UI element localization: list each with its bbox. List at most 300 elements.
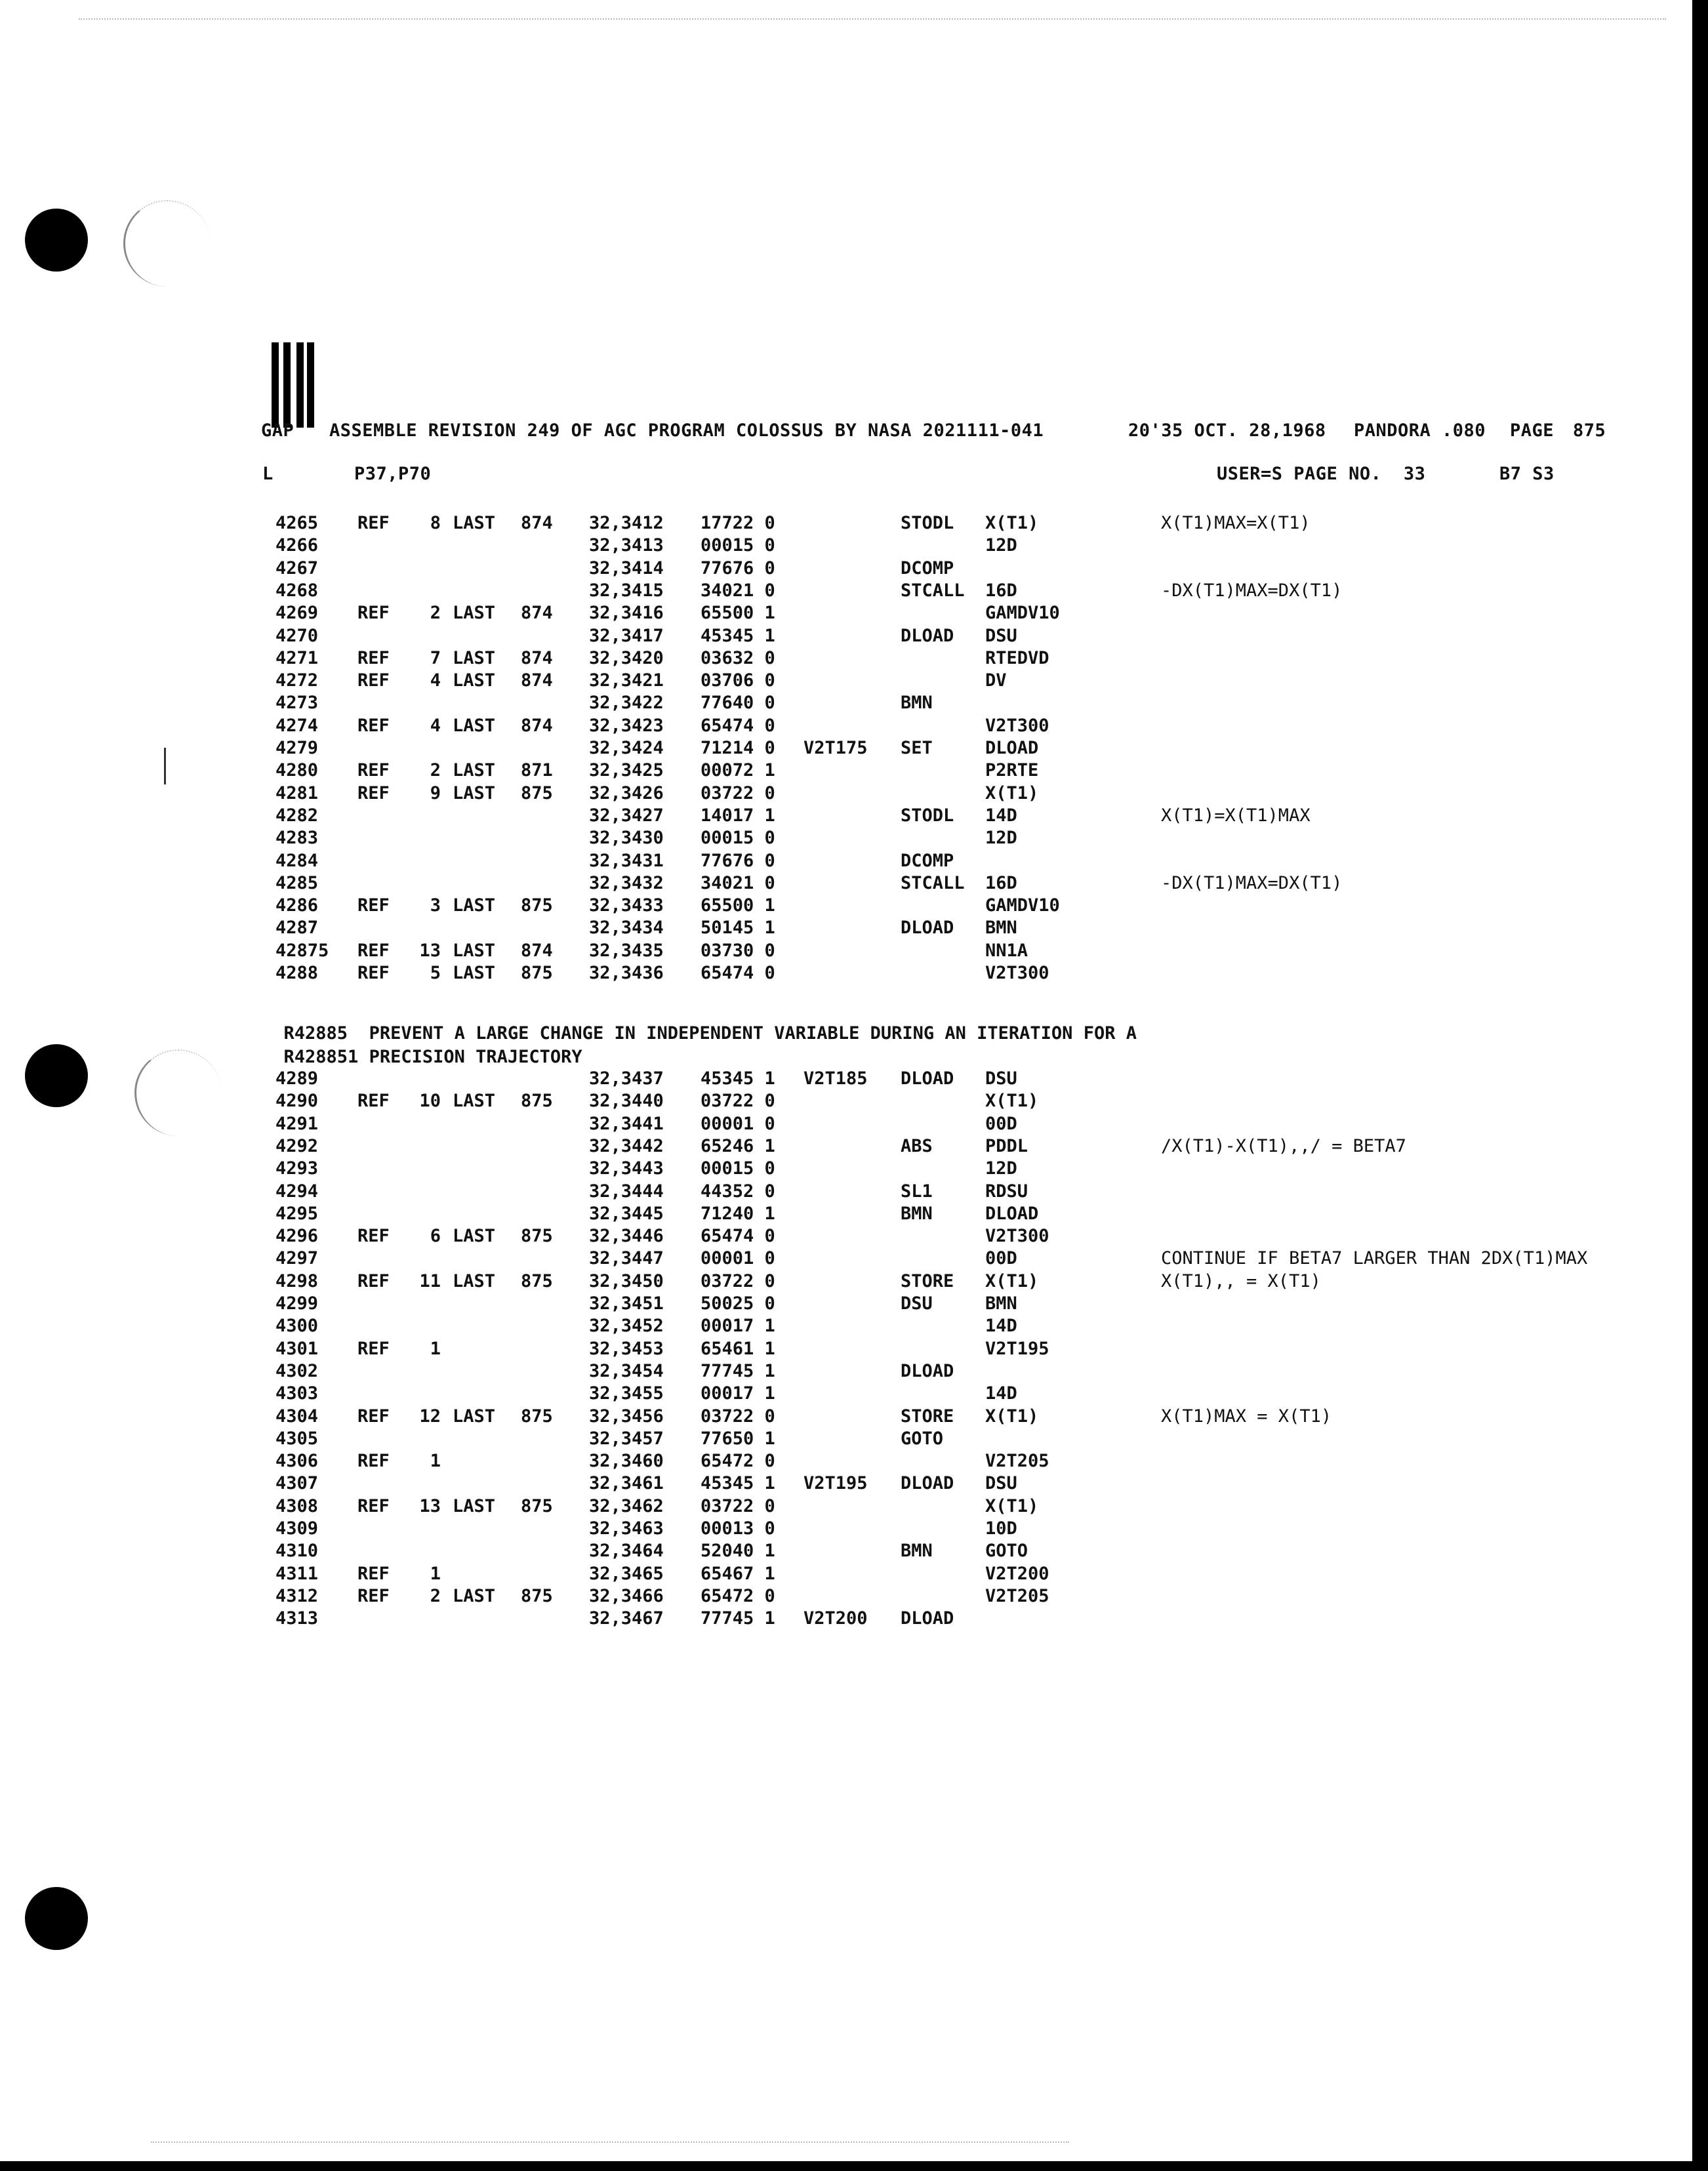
ref-flag: REF [357, 940, 390, 961]
remark: -DX(T1)MAX=DX(T1) [1161, 872, 1343, 893]
address: 32,3457 [589, 1428, 664, 1449]
octal-word: 03722 0 [701, 1406, 775, 1427]
operand: X(T1) [985, 1270, 1039, 1291]
line-number: 4311 [275, 1563, 319, 1584]
scan-speckle-bottom [151, 2141, 1069, 2143]
ref-count: 8 [430, 513, 441, 533]
address: 32,3423 [589, 715, 664, 736]
listing-row [0, 1540, 1692, 1562]
octal-word: 03632 0 [701, 647, 775, 668]
line-number: 4299 [275, 1293, 319, 1314]
listing-row [0, 1248, 1692, 1270]
last-flag: LAST [453, 603, 496, 624]
subheader-code: B7 S3 [1499, 464, 1555, 484]
line-number: 4274 [275, 715, 319, 736]
scan-edge-right [1692, 0, 1708, 2171]
opcode: DLOAD [901, 1068, 954, 1089]
listing-row [0, 782, 1692, 805]
octal-word: 00013 0 [701, 1518, 775, 1539]
octal-word: 03730 0 [701, 940, 775, 961]
octal-word: 45345 1 [701, 1068, 775, 1089]
listing-row [0, 1270, 1692, 1293]
line-number: 4305 [275, 1428, 319, 1449]
address: 32,3425 [589, 760, 664, 781]
octal-word: 03722 0 [701, 1091, 775, 1112]
remark: X(T1),, = X(T1) [1161, 1270, 1321, 1291]
line-number: 4281 [275, 782, 319, 803]
address: 32,3421 [589, 670, 664, 691]
header-page-label: PAGE [1510, 420, 1555, 441]
last-page: 875 [521, 963, 553, 983]
last-flag: LAST [453, 1406, 496, 1427]
ref-count: 10 [419, 1091, 441, 1112]
listing-row [0, 1428, 1692, 1450]
octal-word: 65467 1 [701, 1563, 775, 1584]
octal-word: 03722 0 [701, 1495, 775, 1516]
subheader-section: P37,P70 [354, 464, 432, 484]
symbol-label: V2T175 [803, 738, 868, 758]
address: 32,3465 [589, 1563, 664, 1584]
operand: 00D [985, 1113, 1017, 1134]
octal-word: 77640 0 [701, 693, 775, 714]
address: 32,3456 [589, 1406, 664, 1427]
address: 32,3460 [589, 1451, 664, 1472]
line-number: 4269 [275, 603, 319, 624]
opcode: SL1 [901, 1181, 933, 1202]
address: 32,3434 [589, 918, 664, 939]
subheader-left: L [262, 464, 274, 484]
operand: P2RTE [985, 760, 1039, 781]
listing-row [0, 940, 1692, 962]
ref-flag: REF [357, 782, 390, 803]
listing-row [0, 670, 1692, 692]
line-number: 4279 [275, 738, 319, 758]
listing-row [0, 1518, 1692, 1540]
line-number: 4293 [275, 1158, 319, 1179]
line-number: 4307 [275, 1473, 319, 1494]
opcode: DLOAD [901, 1473, 954, 1494]
opcode: ABS [901, 1135, 933, 1156]
last-flag: LAST [453, 1226, 496, 1247]
octal-word: 00015 0 [701, 535, 775, 556]
ref-flag: REF [357, 963, 390, 983]
address: 32,3431 [589, 850, 664, 871]
last-page: 874 [521, 670, 553, 691]
registration-bar [296, 342, 304, 428]
address: 32,3436 [589, 963, 664, 983]
operand: GOTO [985, 1541, 1028, 1562]
operand: V2T300 [985, 1226, 1049, 1247]
listing-row [0, 1181, 1692, 1203]
octal-word: 77676 0 [701, 558, 775, 578]
operand: 14D [985, 1316, 1017, 1337]
octal-word: 77745 1 [701, 1608, 775, 1629]
listing-row [0, 1450, 1692, 1472]
opcode: SET [901, 738, 933, 758]
last-flag: LAST [453, 715, 496, 736]
ref-flag: REF [357, 1585, 390, 1606]
registration-bar [283, 342, 291, 428]
last-flag: LAST [453, 782, 496, 803]
line-number: 4303 [275, 1383, 319, 1404]
ref-flag: REF [357, 895, 390, 916]
opcode: DLOAD [901, 625, 954, 646]
ref-flag: REF [357, 1270, 390, 1291]
last-page: 875 [521, 1270, 553, 1291]
address: 32,3432 [589, 872, 664, 893]
ref-flag: REF [357, 1495, 390, 1516]
ref-flag: REF [357, 1563, 390, 1584]
ref-count: 5 [430, 963, 441, 983]
operand: DLOAD [985, 738, 1039, 758]
operand: 14D [985, 805, 1017, 826]
address: 32,3426 [589, 782, 664, 803]
line-number: 4270 [275, 625, 319, 646]
address: 32,3422 [589, 693, 664, 714]
last-page: 874 [521, 715, 553, 736]
last-page: 875 [521, 1091, 553, 1112]
octal-word: 65461 1 [701, 1338, 775, 1359]
listing-row [0, 1113, 1692, 1135]
octal-word: 00015 0 [701, 828, 775, 849]
opcode: BMN [901, 693, 933, 714]
header-timestamp: 20'35 OCT. 28,1968 [1128, 420, 1326, 441]
operand: RTEDVD [985, 647, 1049, 668]
ref-count: 2 [430, 1585, 441, 1606]
listing-row [0, 805, 1692, 827]
ref-count: 13 [419, 1495, 441, 1516]
address: 32,3441 [589, 1113, 664, 1134]
operand: 12D [985, 1158, 1017, 1179]
line-number: 4313 [275, 1608, 319, 1629]
listing-row [0, 647, 1692, 670]
ref-count: 3 [430, 895, 441, 916]
opcode: BMN [901, 1203, 933, 1224]
listing-row [0, 1585, 1692, 1608]
last-page: 875 [521, 1495, 553, 1516]
octal-word: 34021 0 [701, 580, 775, 601]
opcode: DCOMP [901, 558, 954, 578]
address: 32,3417 [589, 625, 664, 646]
symbol-label: V2T200 [803, 1608, 868, 1629]
address: 32,3453 [589, 1338, 664, 1359]
address: 32,3420 [589, 647, 664, 668]
listing-row [0, 962, 1692, 984]
line-number: 42875 [275, 940, 329, 961]
operand: DLOAD [985, 1203, 1039, 1224]
address: 32,3440 [589, 1091, 664, 1112]
opcode: STODL [901, 805, 954, 826]
remark: X(T1)=X(T1)MAX [1161, 805, 1311, 826]
line-number: 4304 [275, 1406, 319, 1427]
address: 32,3467 [589, 1608, 664, 1629]
header-title: ASSEMBLE REVISION 249 OF AGC PROGRAM COLOSSUS BY NASA 2021111-041 [329, 420, 1044, 441]
ref-count: 7 [430, 647, 441, 668]
opcode: STORE [901, 1270, 954, 1291]
address: 32,3454 [589, 1360, 664, 1381]
comment-line [262, 1024, 582, 1068]
line-number: 4306 [275, 1451, 319, 1472]
listing-row [0, 715, 1692, 737]
listing-row [0, 895, 1692, 917]
opcode: GOTO [901, 1428, 944, 1449]
listing-row [0, 1090, 1692, 1112]
line-number: 4312 [275, 1585, 319, 1606]
listing-row [0, 1563, 1692, 1585]
operand: 12D [985, 828, 1017, 849]
address: 32,3416 [589, 603, 664, 624]
octal-word: 65472 0 [701, 1585, 775, 1606]
address: 32,3430 [589, 828, 664, 849]
line-number: 4309 [275, 1518, 319, 1539]
last-page: 875 [521, 1585, 553, 1606]
operand: 12D [985, 535, 1017, 556]
operand: BMN [985, 1293, 1017, 1314]
ref-flag: REF [357, 1406, 390, 1427]
address: 32,3446 [589, 1226, 664, 1247]
ref-count: 1 [430, 1451, 441, 1472]
line-number: 4283 [275, 828, 319, 849]
octal-word: 77650 1 [701, 1428, 775, 1449]
operand: GAMDV10 [985, 895, 1060, 916]
octal-word: 45345 1 [701, 1473, 775, 1494]
address: 32,3427 [589, 805, 664, 826]
remark: CONTINUE IF BETA7 LARGER THAN 2DX(T1)MAX [1161, 1248, 1588, 1269]
ref-count: 1 [430, 1338, 441, 1359]
last-flag: LAST [453, 940, 496, 961]
ref-count: 4 [430, 715, 441, 736]
header-page-number: 875 [1573, 420, 1606, 441]
last-flag: LAST [453, 1495, 496, 1516]
last-page: 874 [521, 647, 553, 668]
octal-word: 00001 0 [701, 1248, 775, 1269]
last-page: 874 [521, 940, 553, 961]
opcode: DLOAD [901, 918, 954, 939]
listing-row [0, 1225, 1692, 1248]
listing-row [0, 760, 1692, 782]
operand: DSU [985, 625, 1017, 646]
operand: 16D [985, 580, 1017, 601]
address: 32,3442 [589, 1135, 664, 1156]
octal-word: 65472 0 [701, 1451, 775, 1472]
line-number: 4272 [275, 670, 319, 691]
address: 32,3437 [589, 1068, 664, 1089]
listing-row [0, 1158, 1692, 1180]
listing-row [0, 872, 1692, 895]
subheader-user-page: USER=S PAGE NO. 33 [1217, 464, 1426, 484]
last-flag: LAST [453, 513, 496, 533]
ref-count: 11 [419, 1270, 441, 1291]
operand: V2T195 [985, 1338, 1049, 1359]
last-page: 874 [521, 513, 553, 533]
octal-word: 00015 0 [701, 1158, 775, 1179]
last-flag: LAST [453, 963, 496, 983]
operand: 00D [985, 1248, 1017, 1269]
octal-word: 14017 1 [701, 805, 775, 826]
line-number: 4296 [275, 1226, 319, 1247]
octal-word: 45345 1 [701, 625, 775, 646]
octal-word: 00017 1 [701, 1316, 775, 1337]
octal-word: 44352 0 [701, 1181, 775, 1202]
line-number: 4282 [275, 805, 319, 826]
address: 32,3461 [589, 1473, 664, 1494]
operand: V2T300 [985, 715, 1049, 736]
address: 32,3443 [589, 1158, 664, 1179]
octal-word: 17722 0 [701, 513, 775, 533]
address: 32,3414 [589, 558, 664, 578]
octal-word: 65474 0 [701, 963, 775, 983]
ref-flag: REF [357, 715, 390, 736]
octal-word: 71240 1 [701, 1203, 775, 1224]
listing-row [0, 512, 1692, 535]
listing-row [0, 1315, 1692, 1337]
ref-flag: REF [357, 647, 390, 668]
last-flag: LAST [453, 1585, 496, 1606]
ref-count: 13 [419, 940, 441, 961]
line-number: 4284 [275, 850, 319, 871]
ref-flag: REF [357, 1451, 390, 1472]
octal-word: 50145 1 [701, 918, 775, 939]
operand: X(T1) [985, 1091, 1039, 1112]
operand: RDSU [985, 1181, 1028, 1202]
listing-row [0, 1406, 1692, 1428]
operand: DV [985, 670, 1007, 691]
octal-word: 03722 0 [701, 1270, 775, 1291]
remark: X(T1)MAX=X(T1) [1161, 513, 1311, 533]
line-number: 4268 [275, 580, 319, 601]
opcode: DSU [901, 1293, 933, 1314]
listing-row [0, 1383, 1692, 1405]
listing-row [0, 580, 1692, 602]
opcode: DCOMP [901, 850, 954, 871]
operand: X(T1) [985, 1495, 1039, 1516]
last-page: 871 [521, 760, 553, 781]
octal-word: 65500 1 [701, 603, 775, 624]
octal-word: 65474 0 [701, 715, 775, 736]
opcode: BMN [901, 1541, 933, 1562]
address: 32,3466 [589, 1585, 664, 1606]
octal-word: 65500 1 [701, 895, 775, 916]
punch-hole-bottom [25, 1887, 88, 1950]
symbol-label: V2T185 [803, 1068, 868, 1089]
octal-word: 77745 1 [701, 1360, 775, 1381]
octal-word: 00017 1 [701, 1383, 775, 1404]
listing-row [0, 1608, 1692, 1630]
header-prefix: GAP [261, 420, 295, 441]
ref-flag: REF [357, 1226, 390, 1247]
last-flag: LAST [453, 895, 496, 916]
opcode: STORE [901, 1406, 954, 1427]
registration-bar [272, 342, 279, 428]
address: 32,3455 [589, 1383, 664, 1404]
listing-row [0, 692, 1692, 714]
operand: V2T205 [985, 1451, 1049, 1472]
punch-hole-shadow-top [123, 200, 211, 287]
last-flag: LAST [453, 1091, 496, 1112]
operand: X(T1) [985, 1406, 1039, 1427]
ref-count: 2 [430, 603, 441, 624]
operand: X(T1) [985, 782, 1039, 803]
listing-row [0, 535, 1692, 557]
ref-count: 2 [430, 760, 441, 781]
registration-bar [307, 342, 314, 428]
ref-flag: REF [357, 1338, 390, 1359]
line-number: 4273 [275, 693, 319, 714]
line-number: 4292 [275, 1135, 319, 1156]
symbol-label: V2T195 [803, 1473, 868, 1494]
octal-word: 00072 1 [701, 760, 775, 781]
remark: -DX(T1)MAX=DX(T1) [1161, 580, 1343, 601]
last-flag: LAST [453, 647, 496, 668]
octal-word: 71214 0 [701, 738, 775, 758]
scan-speckle-top [79, 18, 1666, 20]
address: 32,3447 [589, 1248, 664, 1269]
line-number: 4285 [275, 872, 319, 893]
remark: X(T1)MAX = X(T1) [1161, 1406, 1332, 1427]
operand: DSU [985, 1473, 1017, 1494]
line-number: 4300 [275, 1316, 319, 1337]
listing-row [0, 1338, 1692, 1360]
operand: 14D [985, 1383, 1017, 1404]
listing-row [0, 917, 1692, 939]
comment-tag: R428851 [283, 1047, 359, 1067]
address: 32,3452 [589, 1316, 664, 1337]
opcode: DLOAD [901, 1608, 954, 1629]
address: 32,3463 [589, 1518, 664, 1539]
line-number: 4291 [275, 1113, 319, 1134]
line-number: 4280 [275, 760, 319, 781]
operand: BMN [985, 918, 1017, 939]
last-flag: LAST [453, 760, 496, 781]
address: 32,3450 [589, 1270, 664, 1291]
comment-text: PRECISION TRAJECTORY [369, 1047, 582, 1067]
listing-row [0, 850, 1692, 872]
listing-row [0, 1135, 1692, 1158]
line-number: 4294 [275, 1181, 319, 1202]
ref-flag: REF [357, 670, 390, 691]
last-page: 875 [521, 1226, 553, 1247]
ref-flag: REF [357, 1091, 390, 1112]
octal-word: 65246 1 [701, 1135, 775, 1156]
ref-count: 12 [419, 1406, 441, 1427]
line-number: 4289 [275, 1068, 319, 1089]
line-number: 4267 [275, 558, 319, 578]
line-number: 4271 [275, 647, 319, 668]
operand: NN1A [985, 940, 1028, 961]
octal-word: 03722 0 [701, 782, 775, 803]
remark: /X(T1)-X(T1),,/ = BETA7 [1161, 1135, 1406, 1156]
line-number: 4302 [275, 1360, 319, 1381]
last-page: 875 [521, 895, 553, 916]
address: 32,3464 [589, 1541, 664, 1562]
address: 32,3415 [589, 580, 664, 601]
comment-tag: R42885 [283, 1023, 348, 1044]
line-number: 4295 [275, 1203, 319, 1224]
operand: V2T205 [985, 1585, 1049, 1606]
octal-word: 52040 1 [701, 1541, 775, 1562]
octal-word: 77676 0 [701, 850, 775, 871]
listing-row [0, 737, 1692, 760]
line-number: 4290 [275, 1091, 319, 1112]
last-page: 874 [521, 603, 553, 624]
comment-text: PREVENT A LARGE CHANGE IN INDEPENDENT VARIABLE DURING AN ITERATION FOR A [369, 1023, 1137, 1044]
last-flag: LAST [453, 1270, 496, 1291]
octal-word: 50025 0 [701, 1293, 775, 1314]
last-page: 875 [521, 782, 553, 803]
address: 32,3424 [589, 738, 664, 758]
line-number: 4287 [275, 918, 319, 939]
address: 32,3412 [589, 513, 664, 533]
